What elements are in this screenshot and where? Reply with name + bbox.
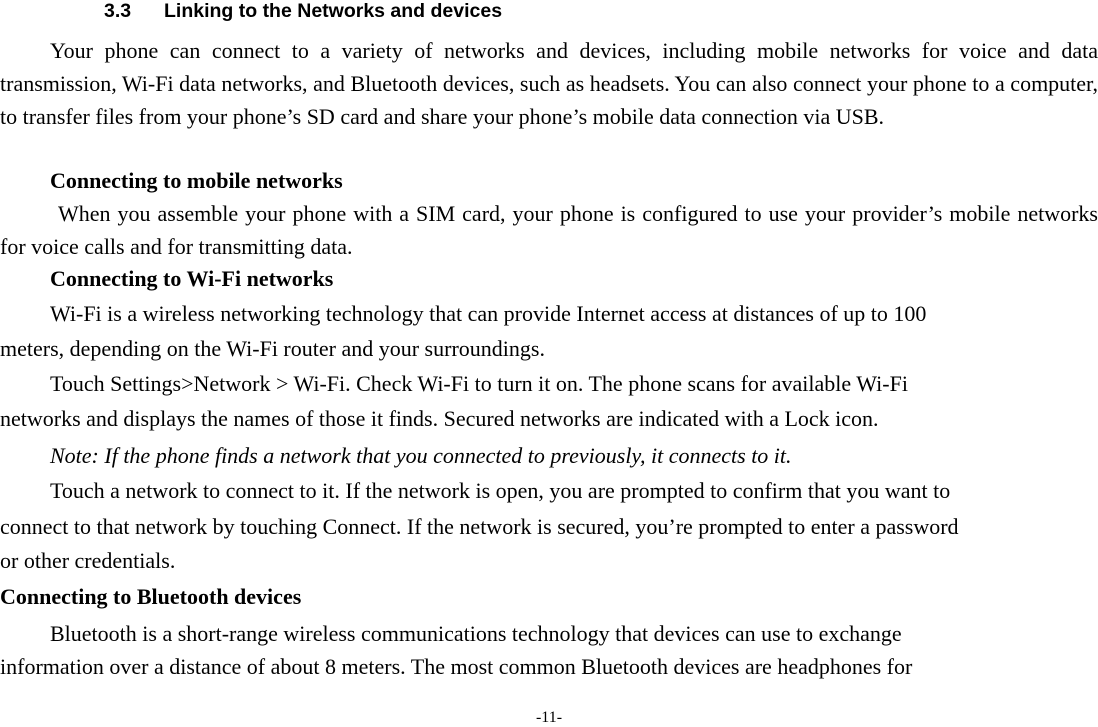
wifi-paragraph-3-line-3: or other credentials. [0,548,176,573]
wifi-paragraph-1-line-1: Wi-Fi is a wireless networking technology that can provide Internet access at distances of up to 100 [50,301,927,326]
bluetooth-paragraph-line-1: Bluetooth is a short-range wireless communications technology that devices can use to exchange [50,621,902,646]
bluetooth-heading: Connecting to Bluetooth devices [0,584,302,609]
page-number: -11- [535,709,563,726]
mobile-heading: Connecting to mobile networks [50,168,343,193]
wifi-paragraph-2-line-2: networks and displays the names of those it finds. Secured networks are indicated with a Lock icon. [0,406,879,431]
wifi-paragraph-2-line-1: Touch Settings>Network > Wi-Fi. Check Wi-Fi to turn it on. The phone scans for available Wi-Fi [50,371,908,396]
mobile-paragraph: When you assemble your phone with a SIM card, your phone is configured to use your provider’s mobile networks for voice calls and for transmitting data. [0,201,1098,259]
wifi-paragraph-1-line-2: meters, depending on the Wi-Fi router and your surroundings. [0,336,545,361]
section-number: 3.3 [104,0,132,22]
section-title: Linking to the Networks and devices [164,0,503,22]
wifi-paragraph-3-line-2: connect to that network by touching Connect. If the network is secured, you’re prompted to enter a password [0,514,959,539]
bluetooth-paragraph-line-2: information over a distance of about 8 meters. The most common Bluetooth devices are headphones for [0,654,913,679]
wifi-paragraph-3-line-1: Touch a network to connect to it. If the network is open, you are prompted to confirm that you want to [50,478,951,503]
wifi-heading: Connecting to Wi-Fi networks [50,266,334,291]
section-heading [104,0,502,22]
wifi-note: Note: If the phone finds a network that you connected to previously, it connects to it. [50,443,792,468]
intro-paragraph: Your phone can connect to a variety of networks and devices, including mobile networks for voice and data transmission, Wi-Fi data networks, and Bluetooth devices, such as headsets. You can also connect your phone to a computer, to transfer files from your phone’s SD card and share your phone’s mobile data connection via USB. [0,38,1098,129]
